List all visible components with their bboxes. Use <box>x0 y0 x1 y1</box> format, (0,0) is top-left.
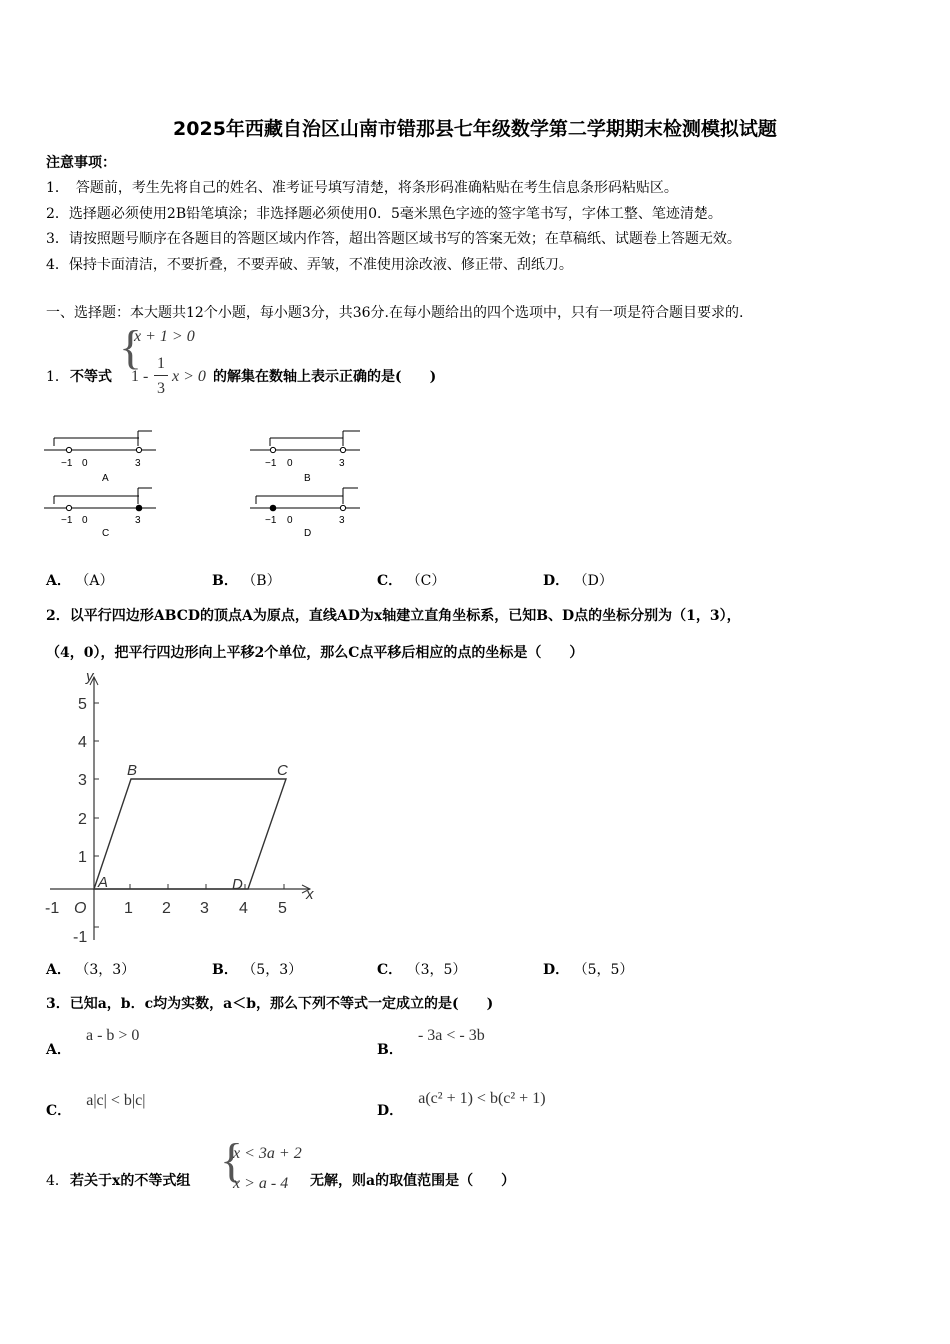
q3-option-b-expr: - 3a < - 3b <box>417 1027 485 1044</box>
q4-prefix: 若关于x的不等式组 <box>70 1173 191 1189</box>
q1-eq2-num: 1 <box>157 355 165 372</box>
q2-option-b-key: B． <box>212 962 238 978</box>
tick-3-d: 3 <box>339 515 345 526</box>
point-neg1-b <box>270 447 275 452</box>
parallelogram-abcd <box>94 779 286 889</box>
q2-coordinate-graph <box>40 665 330 950</box>
label-c: C <box>102 528 110 539</box>
y-tick-1: 1 <box>78 849 87 866</box>
q4-brace: { <box>220 1134 244 1187</box>
q1-eq2-b: x > 0 <box>172 368 206 385</box>
q3-option-b[interactable] <box>377 1025 485 1058</box>
q1-eq2-den: 3 <box>157 380 165 397</box>
q2-option-b[interactable] <box>212 959 302 979</box>
q1-option-d-text: （D） <box>573 573 613 589</box>
q1-option-b-text: （B） <box>242 573 281 589</box>
q1-eq2-a: 1 - <box>131 368 149 385</box>
page-title: 2025年西藏自治区山南市错那县七年级数学第二学期期末检测模拟试题 <box>173 118 777 140</box>
q3-option-a-key: A． <box>46 1042 71 1058</box>
tick-0-c: 0 <box>82 515 88 526</box>
numberline-a <box>44 431 156 484</box>
notice-item-2: 2．选择题必须使用2B铅笔填涂；非选择题必须使用0．5毫米黑色字迹的签字笔书写，字体工整、笔迹清楚。 <box>46 206 722 222</box>
tick-0-a: 0 <box>82 458 88 469</box>
y-tick-neg1: -1 <box>73 929 88 946</box>
point-3-a <box>136 447 141 452</box>
x-tick-4: 4 <box>239 900 248 917</box>
q2-option-c[interactable] <box>377 959 466 979</box>
q1-option-c-text: （C） <box>406 573 446 589</box>
x-tick-neg1: -1 <box>45 900 60 917</box>
q1-number-line-figure <box>40 428 370 540</box>
q2-option-d[interactable] <box>543 959 633 979</box>
x-tick-5: 5 <box>278 900 287 917</box>
tick-neg1-a: −1 <box>61 458 73 469</box>
point-neg1-a <box>66 447 71 452</box>
q3-option-b-key: B． <box>377 1042 403 1058</box>
numberline-d <box>250 488 360 539</box>
y-tick-2: 2 <box>78 811 87 828</box>
label-a: A <box>102 473 109 484</box>
origin-label: O <box>74 900 87 917</box>
q3-option-d-key: D． <box>377 1103 404 1119</box>
q3-stem: 3．已知a，b．c均为实数，a＜b，那么下列不等式一定成立的是( ) <box>46 996 494 1012</box>
q3-option-d[interactable] <box>377 1088 546 1119</box>
point-3-c <box>136 505 142 511</box>
q1-option-d-key: D． <box>543 573 570 589</box>
label-d: D <box>304 528 312 539</box>
q3-option-c-expr: a|c| < b|c| <box>86 1092 146 1109</box>
x-tick-3: 3 <box>200 900 209 917</box>
label-b: B <box>304 473 311 484</box>
tick-3-b: 3 <box>339 458 345 469</box>
q3-option-d-expr: a(c² + 1) < b(c² + 1) <box>418 1090 546 1107</box>
notice-item-3: 3．请按照题号顺序在各题目的答题区域内作答，超出答题区域书写的答案无效；在草稿纸、试题卷上答题无效。 <box>46 231 741 247</box>
q2-option-a-text: （3，3） <box>75 962 136 978</box>
q2-option-a[interactable] <box>46 959 135 979</box>
point-a-label: A <box>98 874 109 891</box>
point-c-label: C <box>277 762 288 779</box>
y-tick-4: 4 <box>78 734 87 751</box>
q2-option-d-key: D． <box>543 962 570 978</box>
q1-eq1: x + 1 > 0 <box>134 328 195 345</box>
q1-prefix: 不等式 <box>70 369 112 385</box>
q1-fraction-bar <box>154 375 168 376</box>
tick-neg1-c: −1 <box>61 515 73 526</box>
numberline-c <box>44 488 156 539</box>
point-d-label: D <box>232 876 243 893</box>
q2-option-b-text: （5，3） <box>242 962 303 978</box>
tick-3-c: 3 <box>135 515 141 526</box>
q2-option-a-key: A． <box>46 962 71 978</box>
point-neg1-d <box>270 505 276 511</box>
q1-option-d[interactable] <box>543 570 613 590</box>
q1-option-c[interactable] <box>377 570 445 590</box>
q2-line-1: 2．以平行四边形ABCD的顶点A为原点，直线AD为x轴建立直角坐标系，已知B、D点的坐标分别为（1，3）， <box>46 608 741 624</box>
tick-0-d: 0 <box>287 515 293 526</box>
q1-number: 1． <box>46 369 69 385</box>
tick-3-a: 3 <box>135 458 141 469</box>
q1-suffix: 的解集在数轴上表示正确的是( ) <box>213 369 437 385</box>
section-heading: 一、选择题：本大题共12个小题，每小题3分，共36分.在每小题给出的四个选项中，只有一项是符合题目要求的. <box>46 305 744 321</box>
x-tick-1: 1 <box>124 900 133 917</box>
q3-option-a-expr: a - b > 0 <box>85 1027 140 1044</box>
tick-neg1-d: −1 <box>265 515 277 526</box>
numberline-b <box>250 431 360 484</box>
point-3-d <box>340 505 345 510</box>
q1-brace: { <box>119 321 143 374</box>
y-tick-3: 3 <box>78 772 87 789</box>
tick-neg1-b: −1 <box>265 458 277 469</box>
tick-0-b: 0 <box>287 458 293 469</box>
q3-option-a[interactable] <box>46 1025 140 1058</box>
q1-option-a-text: （A） <box>75 573 114 589</box>
q2-option-c-text: （3，5） <box>406 962 467 978</box>
q2-option-c-key: C． <box>377 962 403 978</box>
q1-option-b[interactable] <box>212 570 281 590</box>
notice-heading: 注意事项： <box>46 155 116 171</box>
q4-eq2: x > a - 4 <box>233 1175 289 1192</box>
point-b-label: B <box>127 762 138 779</box>
notice-item-1: 1． 答题前，考生先将自己的姓名、准考证号填写清楚，将条形码准确粘贴在考生信息条形码粘贴区。 <box>46 180 678 196</box>
q3-option-c-key: C． <box>46 1103 72 1119</box>
point-neg1-c <box>66 505 71 510</box>
notice-item-4: 4．保持卡面清洁，不要折叠，不要弄破、弄皱，不准使用涂改液、修正带、刮纸刀。 <box>46 257 573 273</box>
point-3-b <box>340 447 345 452</box>
q1-option-c-key: C． <box>377 573 403 589</box>
q4-suffix: 无解，则a的取值范围是（ ） <box>310 1173 516 1189</box>
q1-option-b-key: B． <box>212 573 238 589</box>
q2-line-2: （4，0），把平行四边形向上平移2个单位，那么C点平移后相应的点的坐标是（ ） <box>46 645 584 661</box>
x-axis-label: x <box>306 886 314 903</box>
x-tick-2: 2 <box>162 900 171 917</box>
y-tick-5: 5 <box>78 696 87 713</box>
q4-eq1: x < 3a + 2 <box>233 1145 302 1162</box>
q1-option-a-key: A． <box>46 573 71 589</box>
q1-option-a[interactable] <box>46 570 113 590</box>
y-axis-label: y <box>86 668 94 685</box>
q4-number: 4． <box>46 1173 69 1189</box>
q3-option-c[interactable] <box>46 1090 146 1119</box>
q2-option-d-text: （5，5） <box>573 962 634 978</box>
